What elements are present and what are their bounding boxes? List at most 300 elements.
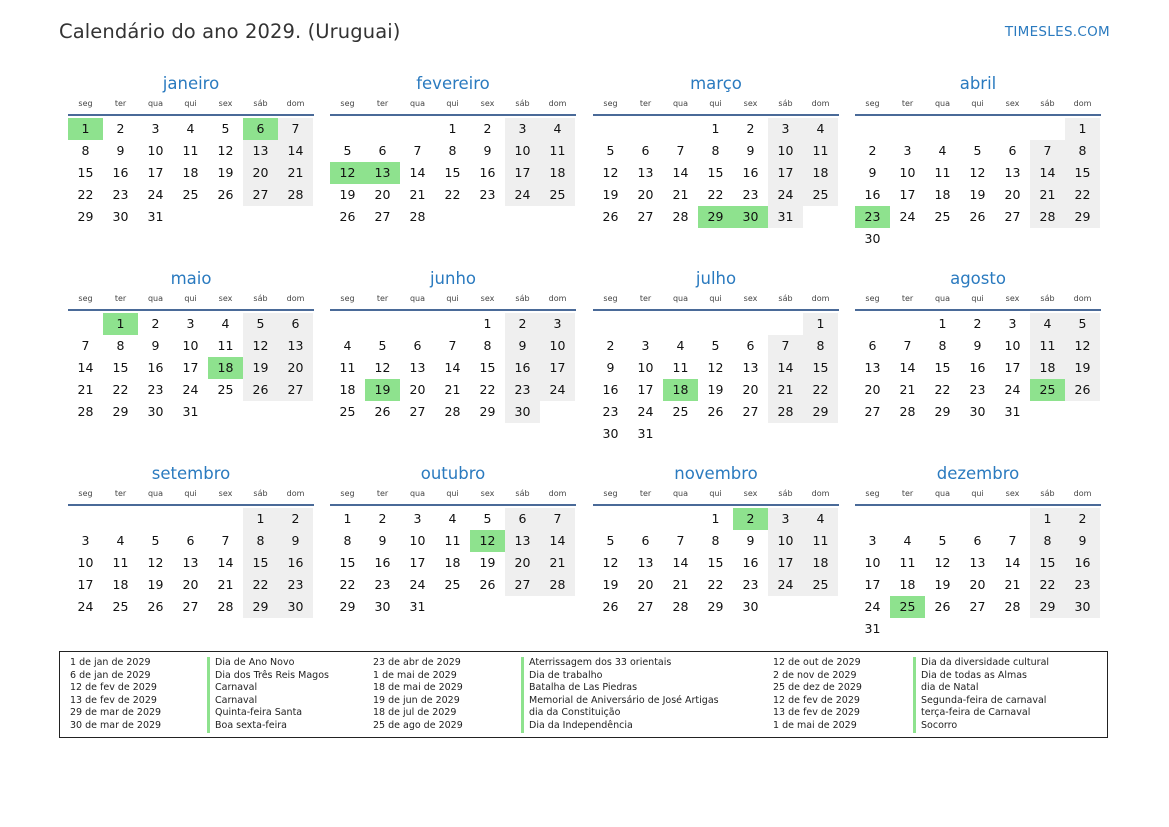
day-cell: 11 — [112, 555, 129, 570]
day-cell: 19 — [969, 187, 986, 202]
day-cell: 5 — [343, 143, 352, 158]
legend-holiday-name: Memorial de Aniversário de José Artigas — [521, 695, 719, 708]
day-cell: 15 — [112, 360, 129, 375]
day-cell: 20 — [637, 577, 654, 592]
legend-holiday-name: Dia de trabalho — [521, 670, 719, 683]
weekday-label: seg — [78, 294, 93, 303]
day-cell: 5 — [151, 533, 160, 548]
day-cell: 6 — [746, 338, 755, 353]
day-cell: 17 — [409, 555, 426, 570]
weekday-label: seg — [603, 489, 618, 498]
empty-cell — [995, 618, 1030, 640]
holiday-day-cell: 12 — [330, 162, 365, 184]
day-cell: 26 — [934, 599, 951, 614]
empty-cell — [208, 206, 243, 228]
day-cell: 26 — [1065, 379, 1100, 401]
day-cell: 5 — [221, 121, 230, 136]
day-cell: 28 — [77, 404, 94, 419]
day-cell: 16 — [742, 555, 759, 570]
empty-cell — [890, 618, 925, 640]
empty-cell — [995, 228, 1030, 250]
day-cell: 10 — [899, 165, 916, 180]
day-cell: 14 — [278, 140, 313, 162]
day-cell: 21 — [768, 379, 803, 401]
day-cell: 6 — [641, 143, 650, 158]
day-cell: 31 — [147, 209, 164, 224]
day-cell: 17 — [864, 577, 881, 592]
holiday-day-cell: 18 — [208, 357, 243, 379]
day-cell: 28 — [899, 404, 916, 419]
week-row — [330, 401, 576, 423]
day-cell: 11 — [217, 338, 234, 353]
day-cell: 11 — [444, 533, 461, 548]
day-cell: 6 — [641, 533, 650, 548]
day-cell: 13 — [742, 360, 759, 375]
day-cell: 27 — [637, 599, 654, 614]
month-name: agosto — [950, 269, 1006, 288]
weekday-label: ter — [376, 99, 389, 108]
week-row — [593, 596, 839, 618]
empty-cell — [138, 508, 173, 530]
day-cell: 29 — [707, 599, 724, 614]
day-cell: 31 — [182, 404, 199, 419]
day-cell: 1 — [1065, 118, 1100, 140]
empty-cell — [803, 423, 838, 445]
weekday-label: dom — [1073, 489, 1092, 498]
week-row — [593, 530, 839, 552]
legend-date: 13 de fev de 2029 — [773, 707, 860, 719]
week-row — [68, 118, 314, 140]
week-row — [330, 508, 576, 530]
day-cell: 11 — [540, 140, 575, 162]
week-row — [68, 530, 314, 552]
day-cell: 6 — [505, 508, 540, 530]
empty-cell — [330, 313, 365, 335]
header-rule — [855, 114, 1101, 116]
month-name: fevereiro — [416, 74, 490, 93]
day-cell: 21 — [672, 577, 689, 592]
day-cell: 30 — [602, 426, 619, 441]
day-cell: 21 — [540, 552, 575, 574]
weekday-label: qua — [934, 294, 951, 303]
weekday-label: qua — [672, 294, 689, 303]
weekday-label: sex — [480, 294, 495, 303]
empty-cell — [330, 118, 365, 140]
week-row — [855, 552, 1101, 574]
empty-cell — [593, 508, 628, 530]
day-cell: 14 — [672, 165, 689, 180]
week-row — [855, 206, 1101, 228]
weekday-label: ter — [901, 489, 914, 498]
day-cell: 11 — [182, 143, 199, 158]
weekday-label: qua — [672, 99, 689, 108]
empty-cell — [400, 313, 435, 335]
day-cell: 26 — [602, 599, 619, 614]
day-cell: 31 — [864, 621, 881, 636]
day-cell: 23 — [112, 187, 129, 202]
day-cell: 27 — [637, 209, 654, 224]
holiday-day-cell: 18 — [663, 379, 698, 401]
month-outubro — [330, 464, 576, 618]
day-cell: 12 — [602, 555, 619, 570]
day-cell: 29 — [934, 404, 951, 419]
legend-holiday-name: Segunda-feira de carnaval — [913, 695, 1049, 708]
empty-cell — [1065, 228, 1100, 250]
day-cell: 26 — [969, 209, 986, 224]
holiday-day-cell: 13 — [365, 162, 400, 184]
weekday-label: qua — [672, 489, 689, 498]
header-rule — [855, 504, 1101, 506]
day-cell: 27 — [969, 599, 986, 614]
weekday-label: dom — [548, 294, 567, 303]
day-cell: 16 — [602, 382, 619, 397]
day-cell: 23 — [742, 187, 759, 202]
day-cell: 4 — [803, 118, 838, 140]
day-cell: 16 — [112, 165, 129, 180]
week-row — [593, 118, 839, 140]
holiday-day-cell: 30 — [733, 206, 768, 228]
day-cell: 16 — [742, 165, 759, 180]
day-cell: 24 — [540, 379, 575, 401]
month-dezembro — [855, 464, 1101, 640]
day-cell: 31 — [768, 206, 803, 228]
day-cell: 18 — [1030, 357, 1065, 379]
day-cell: 24 — [147, 187, 164, 202]
week-row — [68, 162, 314, 184]
legend-holiday-name: Dia da diversidade cultural — [913, 657, 1049, 670]
brand-link[interactable]: TIMESLES.COM — [1004, 24, 1110, 40]
weekday-header — [330, 97, 576, 111]
empty-cell — [540, 206, 575, 228]
day-cell: 2 — [505, 313, 540, 335]
day-cell: 21 — [899, 382, 916, 397]
day-cell: 25 — [803, 574, 838, 596]
holiday-day-cell: 29 — [698, 206, 733, 228]
holiday-day-cell: 19 — [365, 379, 400, 401]
weekday-label: sex — [480, 489, 495, 498]
month-name: novembro — [674, 464, 758, 483]
header-rule — [855, 309, 1101, 311]
weekday-label: qui — [446, 489, 459, 498]
day-cell: 4 — [221, 316, 230, 331]
day-cell: 26 — [147, 599, 164, 614]
week-row — [68, 313, 314, 335]
day-cell: 29 — [339, 599, 356, 614]
week-row — [593, 423, 839, 445]
day-cell: 28 — [540, 574, 575, 596]
legend-holiday-name: Boa sexta-feira — [207, 720, 329, 733]
empty-cell — [1065, 401, 1100, 423]
day-cell: 12 — [1065, 335, 1100, 357]
day-cell: 8 — [711, 143, 720, 158]
week-row — [330, 162, 576, 184]
day-cell: 27 — [864, 404, 881, 419]
day-cell: 5 — [711, 338, 720, 353]
day-cell: 23 — [602, 404, 619, 419]
day-cell: 16 — [278, 552, 313, 574]
holiday-day-cell: 25 — [890, 596, 925, 618]
day-cell: 21 — [444, 382, 461, 397]
day-cell: 6 — [378, 143, 387, 158]
weekday-label: sex — [1005, 489, 1020, 498]
day-cell: 13 — [864, 360, 881, 375]
day-cell: 17 — [182, 360, 199, 375]
day-cell: 24 — [768, 574, 803, 596]
legend-date: 23 de abr de 2029 — [373, 657, 461, 668]
legend-date: 1 de mai de 2029 — [373, 669, 457, 681]
weekday-label: sáb — [515, 99, 530, 108]
weekday-label: sex — [743, 99, 758, 108]
day-cell: 11 — [899, 555, 916, 570]
day-cell: 9 — [505, 335, 540, 357]
legend-holiday-name: Socorro — [913, 720, 1049, 733]
weekday-label: seg — [340, 99, 355, 108]
day-cell: 22 — [77, 187, 94, 202]
day-cell: 23 — [374, 577, 391, 592]
weekday-label: dom — [548, 489, 567, 498]
day-cell: 3 — [903, 143, 912, 158]
empty-cell — [663, 508, 698, 530]
day-cell: 17 — [1004, 360, 1021, 375]
day-cell: 3 — [81, 533, 90, 548]
week-row — [593, 552, 839, 574]
day-cell: 16 — [147, 360, 164, 375]
day-cell: 27 — [243, 184, 278, 206]
day-cell: 7 — [1008, 533, 1017, 548]
day-cell: 18 — [339, 382, 356, 397]
day-cell: 29 — [803, 401, 838, 423]
day-cell: 13 — [505, 530, 540, 552]
day-cell: 13 — [409, 360, 426, 375]
day-cell: 14 — [540, 530, 575, 552]
day-cell: 16 — [969, 360, 986, 375]
empty-cell — [470, 206, 505, 228]
legend-date: 29 de mar de 2029 — [70, 707, 162, 719]
day-cell: 6 — [413, 338, 422, 353]
empty-cell — [698, 423, 733, 445]
day-cell: 30 — [374, 599, 391, 614]
day-cell: 27 — [409, 404, 426, 419]
day-cell: 8 — [343, 533, 352, 548]
day-cell: 29 — [1065, 206, 1100, 228]
day-cell: 8 — [116, 338, 125, 353]
weekday-label: qui — [971, 489, 984, 498]
week-row — [68, 184, 314, 206]
day-cell: 5 — [606, 143, 615, 158]
day-cell: 11 — [672, 360, 689, 375]
day-cell: 17 — [768, 162, 803, 184]
legend-date: 12 de fev de 2029 — [70, 682, 157, 694]
weekday-label: ter — [114, 99, 127, 108]
day-cell: 28 — [672, 209, 689, 224]
day-cell: 12 — [934, 555, 951, 570]
day-cell: 18 — [934, 187, 951, 202]
header-rule — [593, 309, 839, 311]
month-junho — [330, 269, 576, 423]
day-cell: 17 — [77, 577, 94, 592]
day-cell: 11 — [803, 140, 838, 162]
legend-holiday-name: Carnaval — [207, 695, 329, 708]
legend-holiday-name: dia de Natal — [913, 682, 1049, 695]
day-cell: 7 — [413, 143, 422, 158]
day-cell: 20 — [969, 577, 986, 592]
empty-cell — [278, 206, 313, 228]
empty-cell — [925, 118, 960, 140]
day-cell: 12 — [147, 555, 164, 570]
weekday-label: ter — [901, 294, 914, 303]
week-row — [593, 184, 839, 206]
empty-cell — [855, 118, 890, 140]
holiday-day-cell: 2 — [733, 508, 768, 530]
day-cell: 4 — [938, 143, 947, 158]
weekday-label: sex — [743, 489, 758, 498]
day-cell: 27 — [374, 209, 391, 224]
month-name: setembro — [151, 464, 231, 483]
day-cell: 15 — [444, 165, 461, 180]
day-cell: 15 — [339, 555, 356, 570]
weekday-header — [68, 97, 314, 111]
day-cell: 27 — [278, 379, 313, 401]
weekday-label: sex — [743, 294, 758, 303]
day-cell: 16 — [374, 555, 391, 570]
legend-date: 6 de jan de 2029 — [70, 669, 151, 681]
day-cell: 15 — [934, 360, 951, 375]
day-cell: 23 — [742, 577, 759, 592]
day-cell: 25 — [934, 209, 951, 224]
week-row — [68, 206, 314, 228]
day-cell: 13 — [969, 555, 986, 570]
legend-holiday-name: Quinta-feira Santa — [207, 707, 329, 720]
day-cell: 28 — [444, 404, 461, 419]
day-cell: 3 — [186, 316, 195, 331]
month-agosto — [855, 269, 1101, 423]
day-cell: 21 — [77, 382, 94, 397]
day-cell: 8 — [1030, 530, 1065, 552]
day-cell: 29 — [1030, 596, 1065, 618]
day-cell: 15 — [707, 555, 724, 570]
day-cell: 21 — [278, 162, 313, 184]
day-cell: 17 — [768, 552, 803, 574]
month-name: junho — [429, 269, 477, 288]
day-cell: 25 — [540, 184, 575, 206]
day-cell: 10 — [77, 555, 94, 570]
day-cell: 2 — [483, 121, 492, 136]
empty-cell — [540, 596, 575, 618]
empty-cell — [855, 508, 890, 530]
weekday-header — [68, 292, 314, 306]
day-cell: 10 — [768, 530, 803, 552]
empty-cell — [733, 423, 768, 445]
day-cell: 18 — [182, 165, 199, 180]
day-cell: 30 — [742, 599, 759, 614]
week-row — [330, 184, 576, 206]
empty-cell — [173, 206, 208, 228]
day-cell: 3 — [151, 121, 160, 136]
empty-cell — [400, 118, 435, 140]
empty-cell — [768, 423, 803, 445]
day-cell: 28 — [768, 401, 803, 423]
week-row — [855, 184, 1101, 206]
month-março — [593, 74, 839, 228]
day-cell: 30 — [147, 404, 164, 419]
day-cell: 20 — [742, 382, 759, 397]
weekday-label: seg — [78, 489, 93, 498]
day-cell: 4 — [803, 508, 838, 530]
day-cell: 14 — [409, 165, 426, 180]
day-cell: 21 — [672, 187, 689, 202]
empty-cell — [925, 508, 960, 530]
day-cell: 4 — [540, 118, 575, 140]
weekday-label: qua — [147, 99, 164, 108]
legend-date: 13 de fev de 2029 — [70, 694, 157, 706]
header-rule — [330, 114, 576, 116]
weekday-label: qui — [709, 99, 722, 108]
week-row — [68, 574, 314, 596]
day-cell: 10 — [409, 533, 426, 548]
weekday-label: dom — [811, 489, 830, 498]
legend-date: 2 de nov de 2029 — [773, 669, 857, 681]
empty-cell — [540, 401, 575, 423]
day-cell: 17 — [147, 165, 164, 180]
week-row — [330, 530, 576, 552]
holiday-day-cell: 25 — [1030, 379, 1065, 401]
day-cell: 15 — [803, 357, 838, 379]
week-row — [855, 228, 1101, 250]
day-cell: 6 — [278, 313, 313, 335]
month-name: dezembro — [936, 464, 1020, 483]
weekday-label: sáb — [515, 489, 530, 498]
day-cell: 28 — [1004, 599, 1021, 614]
day-cell: 8 — [803, 335, 838, 357]
day-cell: 20 — [278, 357, 313, 379]
month-setembro — [68, 464, 314, 618]
weekday-label: dom — [286, 489, 305, 498]
day-cell: 25 — [444, 577, 461, 592]
week-row — [330, 206, 576, 228]
weekday-label: ter — [639, 294, 652, 303]
day-cell: 20 — [182, 577, 199, 592]
week-row — [68, 379, 314, 401]
day-cell: 3 — [868, 533, 877, 548]
day-cell: 17 — [540, 357, 575, 379]
month-name: maio — [170, 269, 212, 288]
weekday-label: dom — [811, 294, 830, 303]
day-cell: 4 — [676, 338, 685, 353]
week-row — [68, 357, 314, 379]
day-cell: 27 — [1004, 209, 1021, 224]
day-cell: 16 — [505, 357, 540, 379]
day-cell: 6 — [868, 338, 877, 353]
day-cell: 23 — [1065, 574, 1100, 596]
empty-cell — [628, 313, 663, 335]
legend-date: 25 de ago de 2029 — [373, 719, 463, 731]
day-cell: 2 — [746, 121, 755, 136]
day-cell: 6 — [1008, 143, 1017, 158]
day-cell: 22 — [243, 574, 278, 596]
weekday-label: sáb — [778, 489, 793, 498]
day-cell: 1 — [343, 511, 352, 526]
month-name: julho — [695, 269, 737, 288]
week-row — [855, 618, 1101, 640]
month-abril — [855, 74, 1101, 250]
week-row — [855, 508, 1101, 530]
day-cell: 8 — [1065, 140, 1100, 162]
day-cell: 19 — [602, 187, 619, 202]
week-row — [593, 574, 839, 596]
empty-cell — [890, 508, 925, 530]
day-cell: 9 — [973, 338, 982, 353]
day-cell: 19 — [243, 357, 278, 379]
